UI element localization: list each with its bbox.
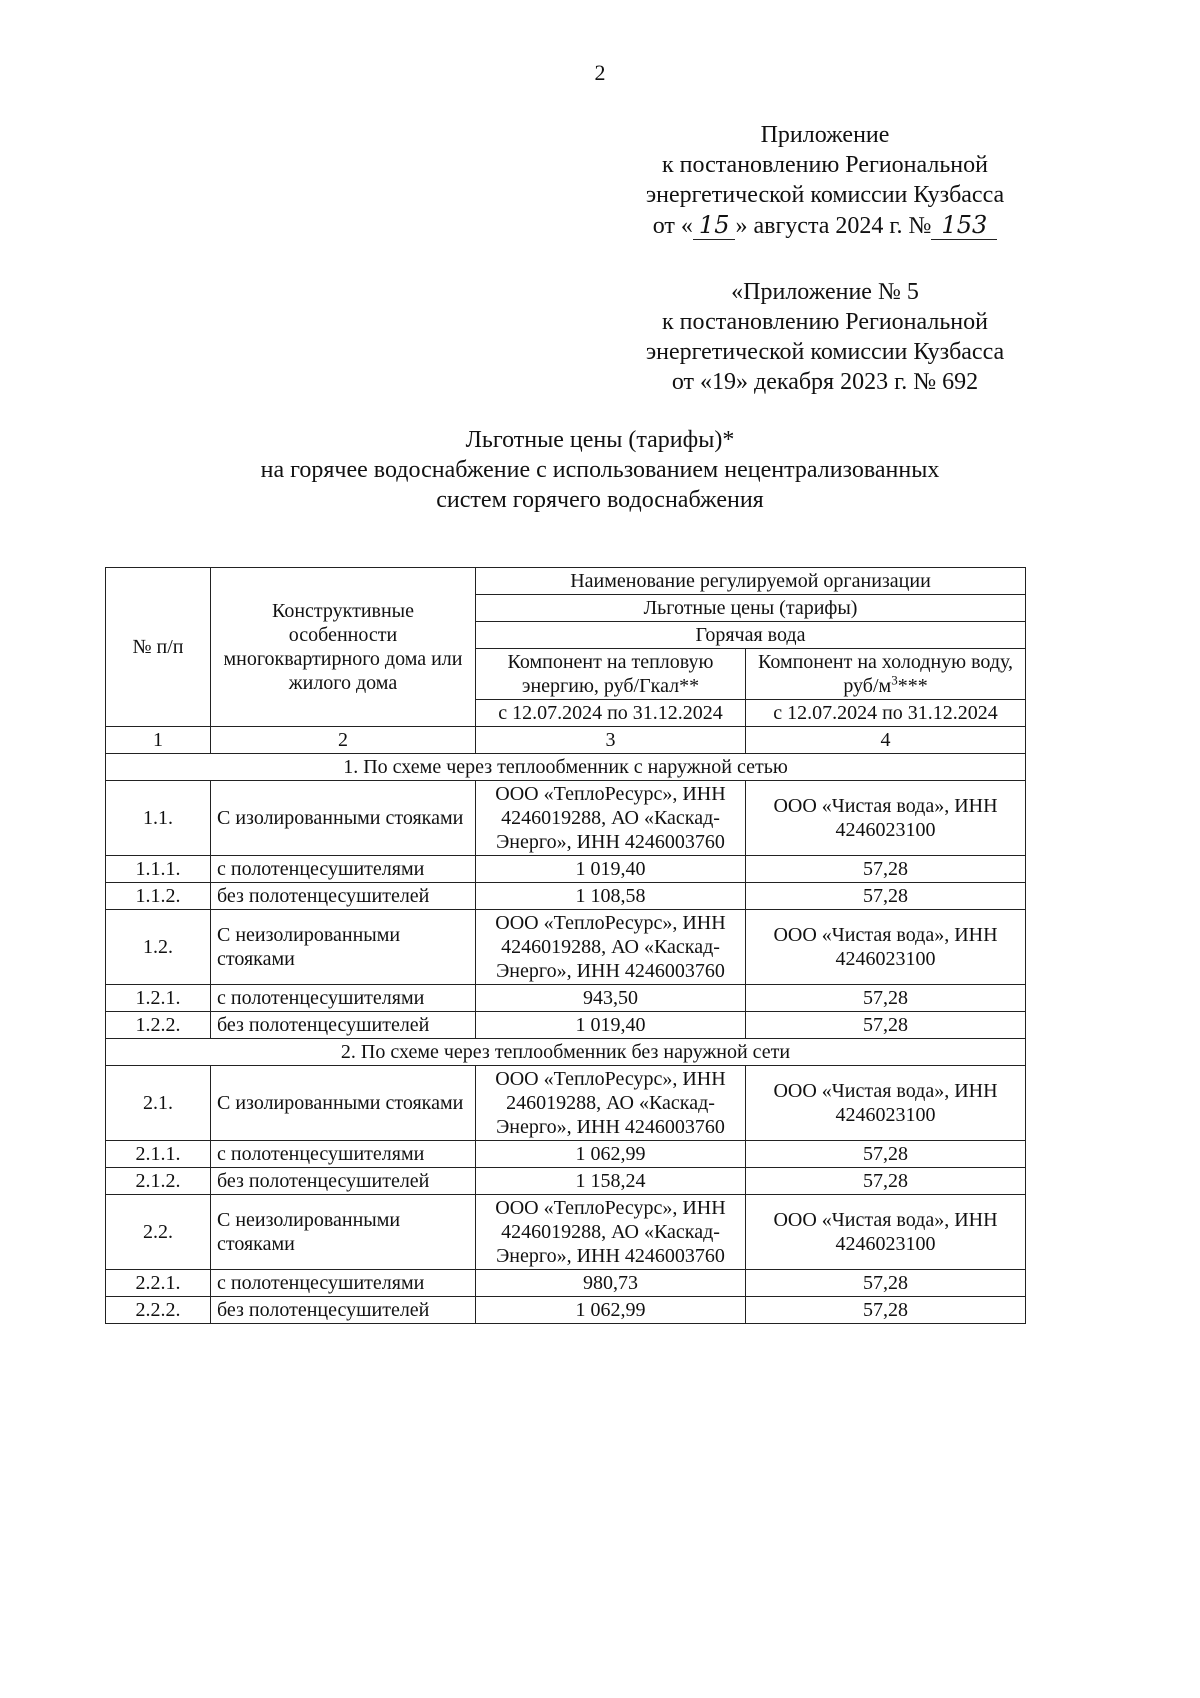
table-row: [106, 883, 1026, 910]
row-num: 2.2.2.: [106, 1297, 211, 1324]
row-heat-price: 1 158,24: [476, 1168, 746, 1195]
appendix-title: «Приложение № 5: [731, 279, 919, 305]
section-title: 1. По схеме через теплообменник с наружной сетью: [106, 754, 1026, 781]
row-cold-price: 57,28: [746, 985, 1026, 1012]
row-num: 1.1.2.: [106, 883, 211, 910]
group-num: 2.2.: [106, 1195, 211, 1270]
row-cold-price: 57,28: [746, 1297, 1026, 1324]
group-label: С неизолированными стояками: [211, 1195, 476, 1270]
row-label: без полотенцесушителей: [211, 1168, 476, 1195]
row-heat-price: 1 019,40: [476, 1012, 746, 1039]
handwritten-day: 15: [693, 211, 736, 240]
row-cold-price: 57,28: [746, 1012, 1026, 1039]
header-heat-component: Компонент на тепловую энергию, руб/Гкал**: [476, 649, 746, 700]
group-org-cold: ООО «Чистая вода», ИНН 4246023100: [746, 1195, 1026, 1270]
appendix-line: к постановлению Региональной: [662, 152, 988, 178]
row-num: 2.2.1.: [106, 1270, 211, 1297]
group-org-heat: ООО «ТеплоРесурс», ИНН 4246019288, АО «Каскад-Энерго», ИНН 4246003760: [476, 781, 746, 856]
appendix-line: энергетической комиссии Кузбасса: [645, 339, 1005, 365]
group-org-heat: ООО «ТеплоРесурс», ИНН 4246019288, АО «Каскад-Энерго», ИНН 4246003760: [476, 1195, 746, 1270]
column-number: 3: [476, 727, 746, 754]
row-cold-price: 57,28: [746, 1270, 1026, 1297]
document-title: [150, 425, 1050, 515]
group-num: 1.2.: [106, 910, 211, 985]
row-label: с полотенцесушителями: [211, 856, 476, 883]
row-heat-price: 1 108,58: [476, 883, 746, 910]
table-row: [106, 1141, 1026, 1168]
row-heat-price: 943,50: [476, 985, 746, 1012]
appendix-original-header: [580, 277, 1070, 397]
row-heat-price: 1 019,40: [476, 856, 746, 883]
row-label: без полотенцесушителей: [211, 883, 476, 910]
row-cold-price: 57,28: [746, 883, 1026, 910]
row-num: 1.1.1.: [106, 856, 211, 883]
row-num: 1.2.2.: [106, 1012, 211, 1039]
table-row: [106, 1297, 1026, 1324]
section-row: [106, 754, 1026, 781]
row-num: 1.2.1.: [106, 985, 211, 1012]
group-org-heat: ООО «ТеплоРесурс», ИНН 246019288, АО «Каскад-Энерго», ИНН 4246003760: [476, 1066, 746, 1141]
row-label: с полотенцесушителями: [211, 1270, 476, 1297]
group-label: С изолированными стояками: [211, 1066, 476, 1141]
row-num: 2.1.2.: [106, 1168, 211, 1195]
group-org-cold: ООО «Чистая вода», ИНН 4246023100: [746, 910, 1026, 985]
section-title: 2. По схеме через теплообменник без наружной сети: [106, 1039, 1026, 1066]
appendix-title: Приложение: [760, 122, 890, 148]
cold-component-sup: 3: [891, 672, 898, 688]
group-org-heat: ООО «ТеплоРесурс», ИНН 4246019288, АО «Каскад-Энерго», ИНН 4246003760: [476, 910, 746, 985]
header-num: № п/п: [106, 568, 211, 727]
table-row: [106, 1012, 1026, 1039]
group-num: 1.1.: [106, 781, 211, 856]
column-number-row: [106, 727, 1026, 754]
group-org-cold: ООО «Чистая вода», ИНН 4246023100: [746, 1066, 1026, 1141]
cold-component-stars: ***: [897, 675, 928, 697]
group-row: [106, 1066, 1026, 1141]
row-label: без полотенцесушителей: [211, 1297, 476, 1324]
row-heat-price: 1 062,99: [476, 1141, 746, 1168]
title-line: на горячее водоснабжение с использованием нецентрализованных: [260, 457, 940, 483]
header-period-heat: с 12.07.2024 по 31.12.2024: [476, 700, 746, 727]
row-label: с полотенцесушителями: [211, 1141, 476, 1168]
group-num: 2.1.: [106, 1066, 211, 1141]
title-line: Льготные цены (тарифы)*: [465, 427, 735, 453]
appendix-current-header: [580, 120, 1070, 241]
appendix-line: энергетической комиссии Кузбасса: [645, 182, 1005, 208]
header-row: [106, 568, 1026, 595]
row-num: 2.1.1.: [106, 1141, 211, 1168]
header-hot-water: Горячая вода: [476, 622, 1026, 649]
cold-component-text: Компонент на холодную воду, руб/м: [757, 651, 1014, 697]
column-number: 4: [746, 727, 1026, 754]
appendix-date-line: от «19» декабря 2023 г. № 692: [671, 369, 979, 395]
section-row: [106, 1039, 1026, 1066]
row-label: с полотенцесушителями: [211, 985, 476, 1012]
tariff-table: [105, 567, 1026, 1324]
row-cold-price: 57,28: [746, 1141, 1026, 1168]
handwritten-number: 153: [931, 211, 997, 240]
appendix-line: к постановлению Региональной: [662, 309, 988, 335]
title-line: систем горячего водоснабжения: [436, 487, 764, 513]
group-label: С неизолированными стояками: [211, 910, 476, 985]
group-org-cold: ООО «Чистая вода», ИНН 4246023100: [746, 781, 1026, 856]
column-number: 1: [106, 727, 211, 754]
row-cold-price: 57,28: [746, 1168, 1026, 1195]
row-label: без полотенцесушителей: [211, 1012, 476, 1039]
date-prefix: от «: [652, 213, 693, 239]
column-number: 2: [211, 727, 476, 754]
appendix-date-line: [580, 210, 1070, 241]
table-row: [106, 856, 1026, 883]
header-prices: Льготные цены (тарифы): [476, 595, 1026, 622]
header-period-cold: с 12.07.2024 по 31.12.2024: [746, 700, 1026, 727]
row-heat-price: 980,73: [476, 1270, 746, 1297]
group-row: [106, 1195, 1026, 1270]
header-design: Конструктивные особенности многоквартирного дома или жилого дома: [211, 568, 476, 727]
table-row: [106, 1270, 1026, 1297]
group-row: [106, 781, 1026, 856]
table-row: [106, 1168, 1026, 1195]
header-org: Наименование регулируемой организации: [476, 568, 1026, 595]
header-cold-component: [746, 649, 1026, 700]
table-row: [106, 985, 1026, 1012]
group-row: [106, 910, 1026, 985]
group-label: С изолированными стояками: [211, 781, 476, 856]
page-number: 2: [594, 60, 606, 85]
date-middle: » августа 2024 г. №: [735, 213, 932, 239]
row-cold-price: 57,28: [746, 856, 1026, 883]
row-heat-price: 1 062,99: [476, 1297, 746, 1324]
